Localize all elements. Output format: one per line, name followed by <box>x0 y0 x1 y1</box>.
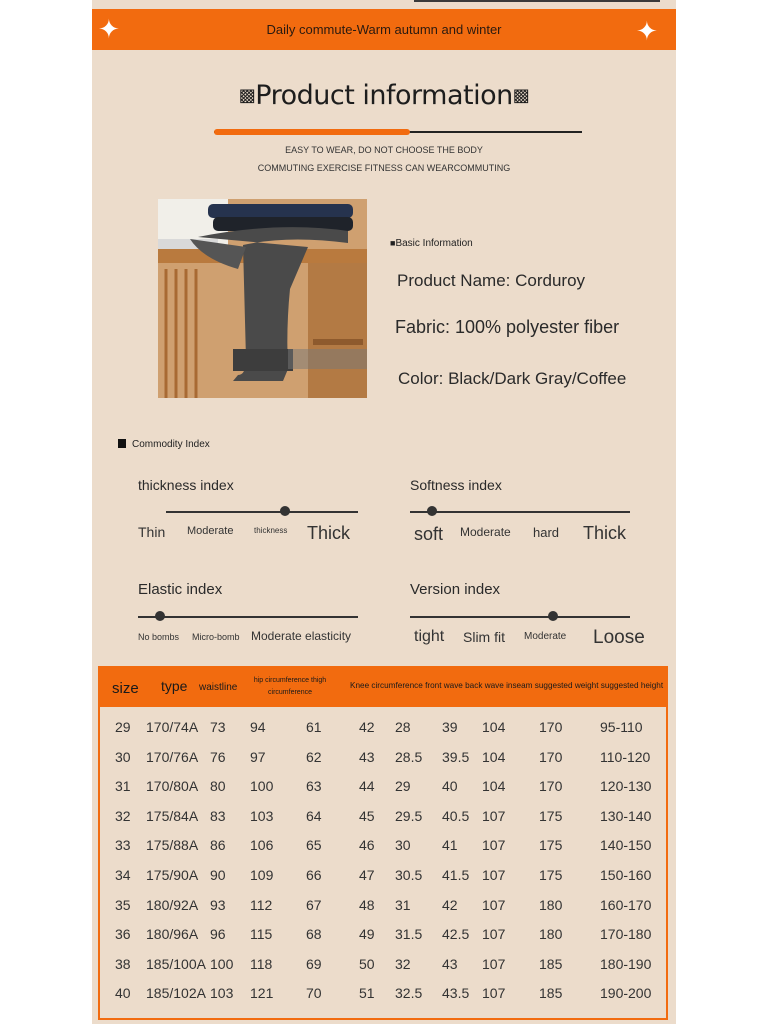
table-cell: 175/90A <box>146 867 199 883</box>
title-text: Product information <box>255 80 513 111</box>
softness-label: Moderate <box>460 525 511 539</box>
table-cell: 30 <box>395 837 411 854</box>
banner <box>92 9 676 50</box>
table-cell: 28.5 <box>395 748 423 765</box>
table-cell: 62 <box>306 748 322 765</box>
table-cell: 43 <box>359 748 375 765</box>
product-name: Product Name: Corduroy <box>397 271 586 290</box>
elastic-label: Micro-bomb <box>192 632 240 642</box>
table-cell: 104 <box>482 748 506 765</box>
table-cell: 51 <box>359 985 375 1002</box>
table-cell: 34 <box>115 867 131 883</box>
table-cell: 97 <box>250 748 266 765</box>
table-cell: 95-110 <box>600 719 643 735</box>
version-label: Moderate <box>524 631 567 642</box>
table-cell: 103 <box>250 807 274 824</box>
thickness-index-title: thickness index <box>138 477 234 493</box>
commodity-index-heading: Commodity Index <box>118 439 210 450</box>
table-cell: 110-120 <box>600 748 651 765</box>
table-cell: 107 <box>482 867 506 883</box>
top-divider <box>414 0 660 2</box>
table-cell: 170/76A <box>146 748 199 765</box>
table-cell: 42 <box>359 719 375 735</box>
table-cell: 107 <box>482 896 506 913</box>
subtitle-1: EASY TO WEAR, DO NOT CHOOSE THE BODY <box>285 145 483 155</box>
table-cell: 66 <box>306 867 322 883</box>
banner-text: Daily commute-Warm autumn and winter <box>266 22 502 37</box>
table-cell: 29.5 <box>395 807 423 824</box>
table-cell: 43.5 <box>442 985 470 1002</box>
table-cell: 180/96A <box>146 926 199 943</box>
table-cell: 86 <box>210 837 226 854</box>
thickness-label: Moderate <box>187 525 234 537</box>
table-cell: 93 <box>210 896 226 913</box>
table-cell: 107 <box>482 955 506 972</box>
table-cell: 29 <box>115 719 131 735</box>
table-cell: 30 <box>115 748 131 765</box>
elastic-label: No bombs <box>138 632 180 642</box>
table-cell: 104 <box>482 719 506 735</box>
table-cell: 96 <box>210 926 226 943</box>
table-cell: 30.5 <box>395 867 423 883</box>
table-cell: 41.5 <box>442 867 470 883</box>
header-type: type <box>161 678 188 694</box>
table-cell: 39.5 <box>442 748 470 765</box>
table-cell: 175 <box>539 867 563 883</box>
table-cell: 35 <box>115 896 131 913</box>
table-cell: 42.5 <box>442 926 470 943</box>
version-label: tight <box>414 628 445 645</box>
table-cell: 118 <box>250 955 273 972</box>
table-cell: 104 <box>482 778 506 795</box>
size-table-header <box>98 666 668 707</box>
table-cell: 185/100A <box>146 955 206 972</box>
table-cell: 42 <box>442 896 458 913</box>
table-cell: 170 <box>539 748 563 765</box>
table-cell: 100 <box>250 778 274 795</box>
table-cell: 70 <box>306 985 322 1002</box>
table-cell: 121 <box>250 985 274 1002</box>
page-title <box>92 80 676 111</box>
table-cell: 36 <box>115 926 131 943</box>
table-cell: 160-170 <box>600 896 652 913</box>
thickness-label: thickness <box>254 526 288 535</box>
table-cell: 170-180 <box>600 926 652 943</box>
thickness-index-scale <box>166 511 358 513</box>
product-color: Color: Black/Dark Gray/Coffee <box>398 369 627 388</box>
table-cell: 107 <box>482 807 506 824</box>
table-cell: 68 <box>306 926 322 943</box>
table-cell: 61 <box>306 719 322 735</box>
sparkle-icon: ✦ <box>98 14 120 44</box>
table-cell: 32 <box>395 955 411 972</box>
table-cell: 170 <box>539 719 563 735</box>
table-cell: 190-200 <box>600 985 652 1002</box>
table-cell: 185/102A <box>146 985 206 1002</box>
table-cell: 120-130 <box>600 778 652 795</box>
softness-label: hard <box>533 525 560 540</box>
table-cell: 170 <box>539 778 563 795</box>
table-cell: 28 <box>395 719 411 735</box>
header-rest: Knee circumference front wave back wave inseam suggested weight suggested height <box>350 681 664 690</box>
version-index-title: Version index <box>410 581 501 598</box>
table-cell: 76 <box>210 748 226 765</box>
title-glyph: ▩ <box>238 85 256 106</box>
table-cell: 31 <box>395 896 411 913</box>
table-cell: 65 <box>306 837 322 854</box>
elastic-label: Moderate elasticity <box>251 629 352 643</box>
table-cell: 150-160 <box>600 867 652 883</box>
table-cell: 107 <box>482 985 506 1002</box>
table-cell: 106 <box>250 837 274 854</box>
elastic-index-scale <box>138 616 358 618</box>
table-cell: 107 <box>482 926 506 943</box>
header-hip-thigh: hip circumference thigh circumference <box>253 677 327 696</box>
table-cell: 49 <box>359 926 375 943</box>
thickness-label: Thin <box>138 524 166 540</box>
table-cell: 50 <box>359 955 375 972</box>
table-cell: 44 <box>359 778 375 795</box>
table-cell: 170/80A <box>146 778 199 795</box>
table-cell: 32 <box>115 807 131 824</box>
table-cell: 90 <box>210 867 226 883</box>
table-cell: 40 <box>442 778 458 795</box>
table-cell: 180 <box>539 926 563 943</box>
folded-trousers-photo <box>158 199 367 398</box>
table-cell: 170/74A <box>146 719 199 735</box>
sparkle-icon: ✦ <box>636 16 658 46</box>
table-cell: 175/88A <box>146 837 199 854</box>
product-fabric: Fabric: 100% polyester fiber <box>395 317 620 337</box>
table-cell: 73 <box>210 719 226 735</box>
softness-index-marker <box>427 506 437 516</box>
table-cell: 80 <box>210 778 226 795</box>
subtitle-2: COMMUTING EXERCISE FITNESS CAN WEARCOMMUTING <box>257 163 511 173</box>
table-cell: 185 <box>539 985 563 1002</box>
table-cell: 33 <box>115 837 131 854</box>
version-index-scale <box>410 616 630 618</box>
basic-info-heading: ■Basic Information <box>390 238 473 249</box>
title-underline-accent <box>214 129 410 135</box>
table-cell: 175/84A <box>146 807 199 824</box>
table-cell: 94 <box>250 719 266 735</box>
header-size: size <box>112 680 139 697</box>
version-index-marker <box>548 611 558 621</box>
table-cell: 38 <box>115 955 131 972</box>
table-cell: 43 <box>442 955 458 972</box>
table-cell: 180-190 <box>600 955 652 972</box>
table-cell: 31 <box>115 778 131 795</box>
softness-label: Thick <box>583 523 627 543</box>
table-cell: 39 <box>442 719 458 735</box>
thickness-index-marker <box>280 506 290 516</box>
table-cell: 100 <box>210 955 234 972</box>
table-cell: 45 <box>359 807 375 824</box>
product-detail-page <box>92 0 676 1024</box>
table-cell: 40 <box>115 985 131 1002</box>
elastic-index-title: Elastic index <box>138 581 223 598</box>
square-icon <box>118 439 126 448</box>
table-cell: 46 <box>359 837 375 854</box>
elastic-index-marker <box>155 611 165 621</box>
table-cell: 63 <box>306 778 322 795</box>
table-cell: 180 <box>539 896 563 913</box>
table-cell: 83 <box>210 807 226 824</box>
table-cell: 41 <box>442 837 458 854</box>
header-waistline: waistline <box>199 682 238 693</box>
table-cell: 180/92A <box>146 896 199 913</box>
table-cell: 69 <box>306 955 322 972</box>
table-cell: 185 <box>539 955 563 972</box>
table-cell: 31.5 <box>395 926 423 943</box>
table-cell: 109 <box>250 867 274 883</box>
table-cell: 48 <box>359 896 375 913</box>
softness-index-scale <box>410 511 630 513</box>
table-cell: 175 <box>539 807 563 824</box>
table-cell: 175 <box>539 837 563 854</box>
table-cell: 112 <box>250 896 273 913</box>
version-label: Loose <box>593 627 645 648</box>
table-cell: 103 <box>210 985 234 1002</box>
table-cell: 107 <box>482 837 506 854</box>
thickness-label: Thick <box>307 523 351 543</box>
table-cell: 130-140 <box>600 807 652 824</box>
table-cell: 64 <box>306 807 322 824</box>
version-label: Slim fit <box>463 629 505 645</box>
title-glyph: ▩ <box>512 85 530 106</box>
square-icon: ■ <box>390 238 396 248</box>
table-cell: 32.5 <box>395 985 423 1002</box>
table-cell: 115 <box>250 926 273 943</box>
softness-label: soft <box>414 524 444 544</box>
softness-index-title: Softness index <box>410 477 502 493</box>
table-cell: 29 <box>395 778 411 795</box>
table-cell: 140-150 <box>600 837 652 854</box>
table-cell: 67 <box>306 896 322 913</box>
table-cell: 47 <box>359 867 375 883</box>
table-cell: 40.5 <box>442 807 470 824</box>
